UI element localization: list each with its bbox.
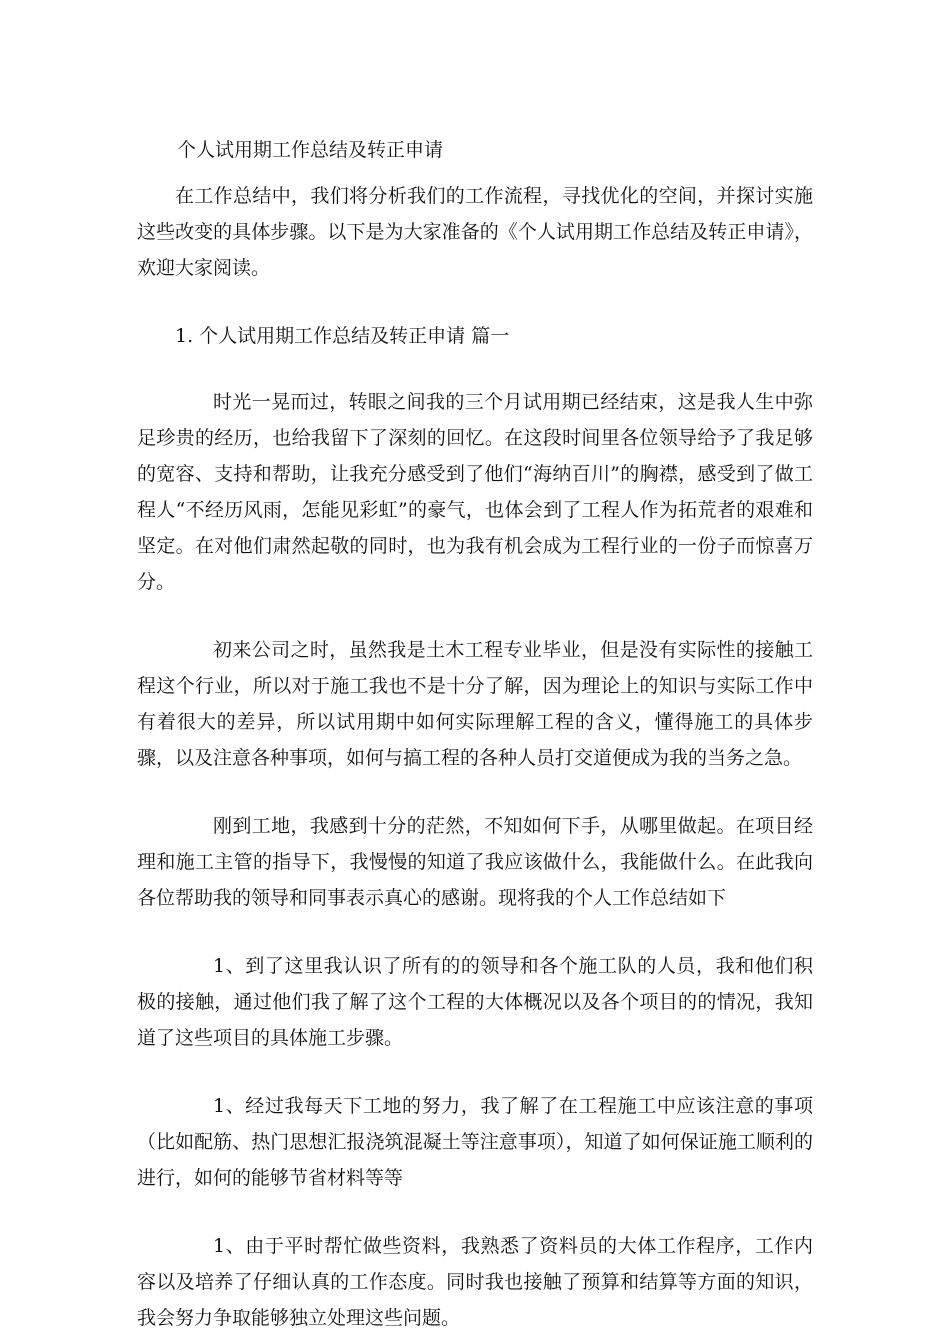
body-paragraph-6: 1、由于平时帮忙做些资料，我熟悉了资料员的大体工作程序，工作内容以及培养了仔细认真的工作态度。同时我也接触了预算和结算等方面的知识，我会努力争取能够独立处理这些问题。	[137, 1235, 813, 1329]
body-paragraph-5: 1、经过我每天下工地的努力，我了解了在工程施工中应该注意的事项（比如配筋、热门思想汇报浇筑混凝土等注意事项），知道了如何保证施工顺利的进行，如何的能够节省材料等等	[137, 1095, 813, 1189]
body-paragraph-3: 刚到工地，我感到十分的茫然，不知如何下手，从哪里做起。在项目经理和施工主管的指导下，我慢慢的知道了我应该做什么，我能做什么。在此我向各位帮助我的领导和同事表示真心的感谢。现将我的个人工作总结如下	[137, 815, 813, 909]
body-paragraph-1: 时光一晃而过，转眼之间我的三个月试用期已经结束，这是我人生中弥足珍贵的经历，也给我留下了深刻的回忆。在这段时间里各位领导给予了我足够的宽容、支持和帮助，让我充分感受到了他们“海纳百川”的胸襟，感受到了做工程人“不经历风雨，怎能见彩虹”的豪气，也体会到了工程人作为拓荒者的艰难和坚定。在对他们肃然起敬的同时，也为我有机会成为工程行业的一份子而惊喜万分。	[137, 391, 813, 593]
body-paragraph-4: 1、到了这里我认识了所有的的领导和各个施工队的人员，我和他们积极的接触，通过他们我了解了这个工程的大体概况以及各个项目的的情况，我知道了这些项目的具体施工步骤。	[137, 955, 813, 1049]
document-title: 个人试用期工作总结及转正申请	[177, 139, 444, 161]
intro-paragraph: 在工作总结中，我们将分析我们的工作流程，寻找优化的空间，并探讨实施这些改变的具体步骤。以下是为大家准备的《个人试用期工作总结及转正申请》，欢迎大家阅读。	[137, 185, 813, 279]
document-page	[137, 132, 813, 1336]
section-heading: 1. 个人试用期工作总结及转正申请 篇一	[175, 325, 510, 347]
body-paragraph-2: 初来公司之时，虽然我是土木工程专业毕业，但是没有实际性的接触工程这个行业，所以对于施工我也不是十分了解，因为理论上的知识与实际工作中有着很大的差异，所以试用期中如何实际理解工程的含义，懂得施工的具体步骤，以及注意各种事项，如何与搞工程的各种人员打交道便成为我的当务之急。	[137, 639, 813, 769]
